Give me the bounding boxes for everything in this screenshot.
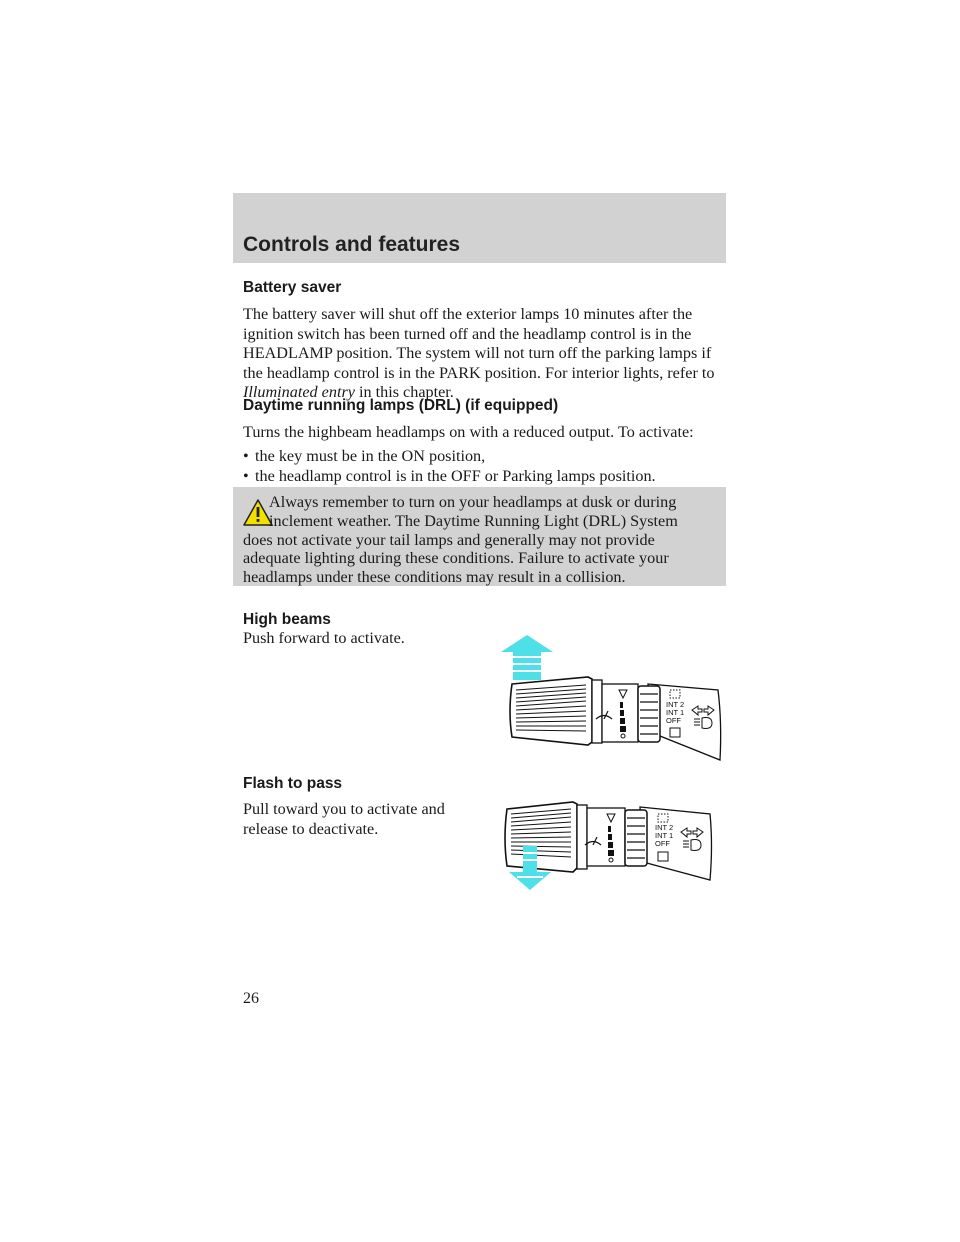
warning-line: adequate lighting during these conditions. Failure to activate your [243, 549, 669, 568]
multifunction-lever-pull-icon [495, 800, 715, 892]
paragraph-line: release to deactivate. [243, 819, 379, 838]
high-beams-heading: High beams [243, 611, 331, 628]
paragraph-line: ignition switch has been turned off and the headlamp control is in the [243, 324, 692, 343]
paragraph-line: The battery saver will shut off the exterior lamps 10 minutes after the [243, 305, 693, 323]
warning-line: inclement weather. The Daytime Running Light (DRL) System [269, 511, 678, 530]
drl-heading: Daytime running lamps (DRL) (if equipped) [243, 397, 559, 414]
int1-label: INT 1 [666, 708, 685, 717]
off-label: OFF [655, 839, 670, 848]
drl-bullet-2 [243, 466, 656, 486]
int2-label: INT 2 [666, 700, 685, 709]
bullet-marker: • [243, 467, 249, 485]
warning-text [243, 493, 713, 587]
page-number: 26 [243, 990, 259, 1007]
warning-line: does not activate your tail lamps and generally may not provide [243, 530, 655, 549]
section-header-band [233, 193, 726, 263]
warning-line: Always remember to turn on your headlamps at dusk or during [269, 493, 677, 511]
drl-intro: Turns the highbeam headlamps on with a reduced output. To activate: [243, 423, 694, 441]
off-label: OFF [666, 716, 681, 725]
bullet-marker: • [243, 447, 249, 465]
int2-label: INT 2 [655, 823, 674, 832]
section-title: Controls and features [243, 233, 461, 256]
battery-saver-paragraph [243, 305, 723, 403]
multifunction-lever-push-icon [500, 632, 725, 762]
bullet-text: the key must be in the ON position, [255, 447, 486, 465]
paragraph-line: Pull toward you to activate and [243, 800, 445, 818]
warning-box [233, 487, 726, 586]
flash-to-pass-heading: Flash to pass [243, 775, 343, 792]
warning-line: headlamps under these conditions may result in a collision. [243, 568, 626, 587]
cross-reference-link-text: Illuminated entry [243, 383, 355, 402]
battery-saver-heading: Battery saver [243, 279, 342, 296]
bullet-text: the headlamp control is in the OFF or Parking lamps position. [255, 467, 656, 485]
paragraph-line-rest: in this chapter. [358, 383, 454, 402]
paragraph-line: HEADLAMP position. The system will not turn off the parking lamps if [243, 344, 712, 363]
arrow-up-icon [501, 635, 553, 680]
high-beams-text: Push forward to activate. [243, 629, 405, 647]
paragraph-line: the headlamp control is in the PARK position. For interior lights, refer to [243, 363, 715, 382]
int1-label: INT 1 [655, 831, 674, 840]
drl-bullet-1 [243, 446, 485, 466]
